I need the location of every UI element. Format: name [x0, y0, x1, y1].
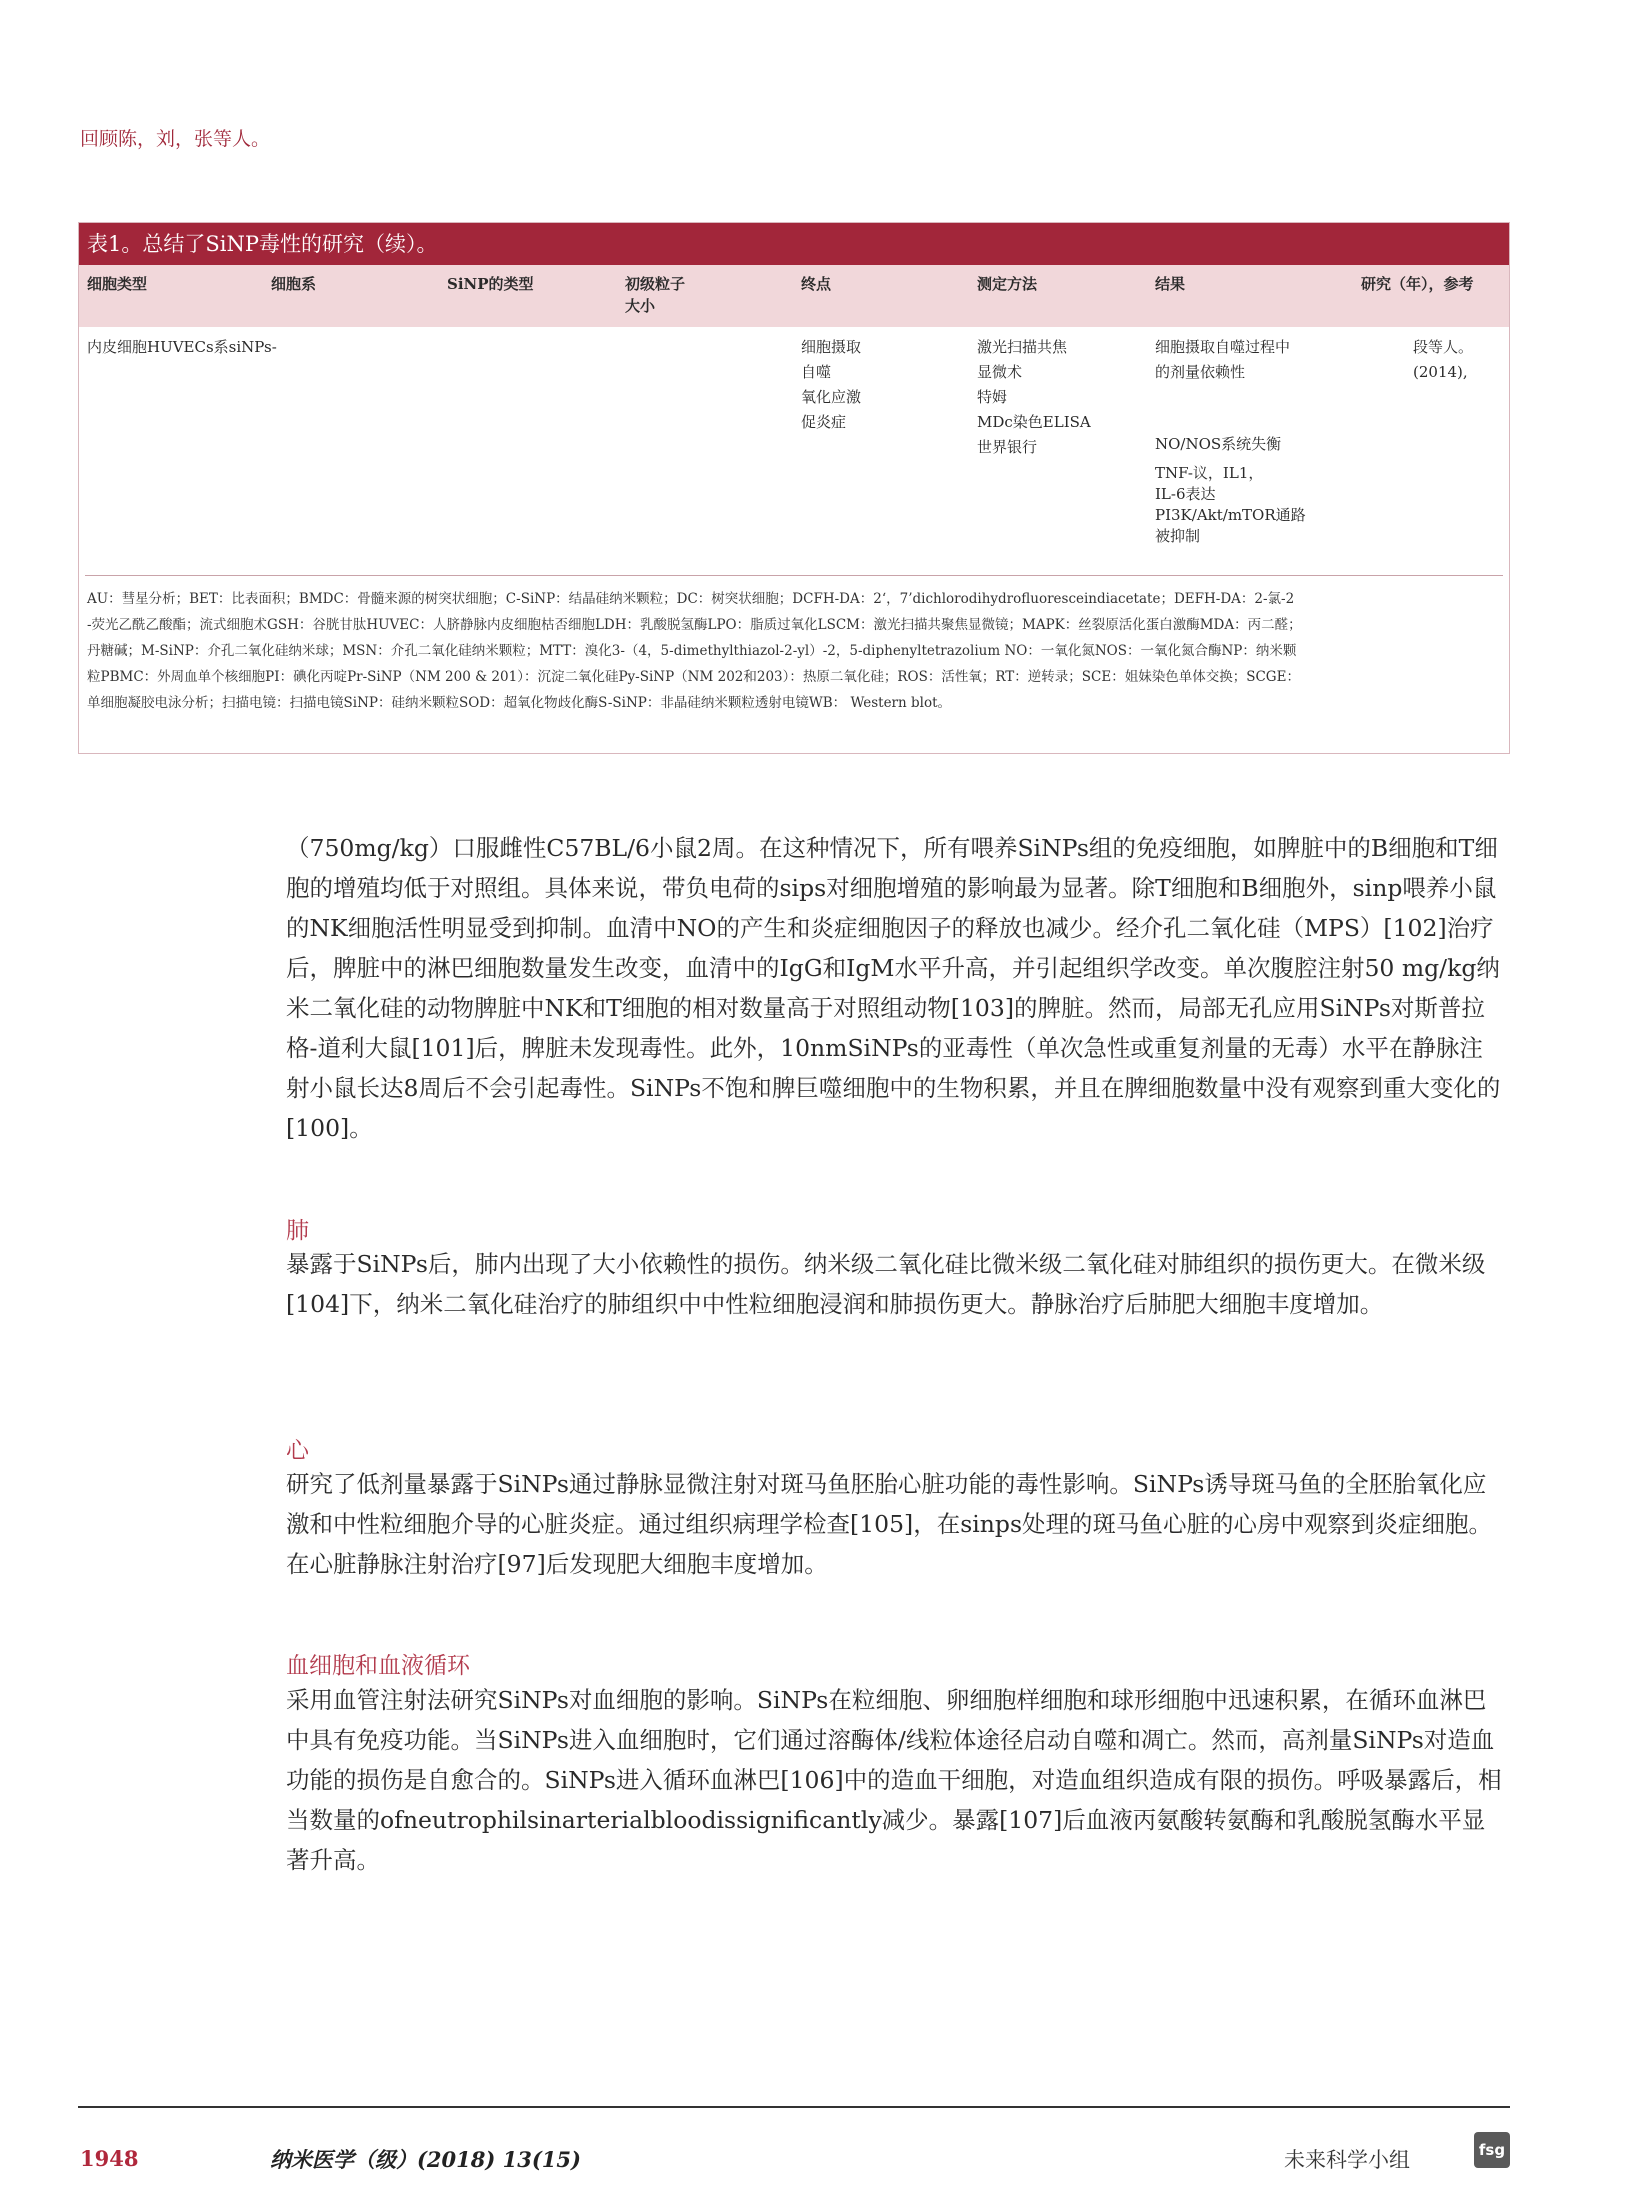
table-header-row: [79, 265, 1509, 327]
endpoint-item: 细胞摄取: [801, 338, 862, 356]
abbreviation-line: 丹糖碱；M-SiNP：介孔二氧化硅纳米球；MSN：介孔二氧化硅纳米颗粒；MTT：溴化3-（4，5-dimethylthiazol-2-yl）-2，5-diphenyltetrazolium NO：一氧化氮NOS：一氧化氮合酶NP：纳米颗: [87, 643, 1297, 659]
cell-cell-type: 内皮细胞HUVECs系siNPs-: [87, 338, 277, 356]
endpoint-item: 促炎症: [801, 413, 847, 431]
header-results: 结果: [1155, 275, 1186, 293]
study-item: 段等人。: [1413, 338, 1474, 356]
header-study: 研究（年），参考: [1361, 275, 1474, 293]
section-heading-blood: 血细胞和血液循环: [286, 1653, 470, 1679]
abbreviation-line: AU：彗星分析；BET：比表面积；BMDC：骨髓来源的树突状细胞；C-SiNP：结晶硅纳米颗粒；DC：树突状细胞；DCFH-DA：2‘，7’dichlorodihydrofluoresceindiacetate；DEFH-DA：2-氯-2: [87, 591, 1295, 607]
paragraph-blood: 采用血管注射法研究SiNPs对血细胞的影响。SiNPs在粒细胞、卵细胞样细胞和球形细胞中迅速积累，在循环血淋巴中具有免疫功能。当SiNPs进入血细胞时，它们通过溶酶体/线粒体途径启动自噬和凋亡。然而，高剂量SiNPs对造血功能的损伤是自愈合的。SiNPs进入循环血淋巴[106]中的造血干细胞，对造血组织造成有限的损伤。呼吸暴露后，相当数量的ofneutrophilsinarterialbloodissignificantly减少。暴露[107]后血液丙氨酸转氨酶和乳酸脱氢酶水平显著升高。: [286, 1686, 1502, 1874]
table-row: [79, 327, 1509, 575]
cell-endpoints: [801, 335, 861, 435]
abbreviation-line: 单细胞凝胶电泳分析；扫描电镜：扫描电镜SiNP：硅纳米颗粒SOD：超氧化物歧化酶S-SiNP：非晶硅纳米颗粒透射电镜WB： Western blot。: [87, 695, 952, 711]
method-item: 世界银行: [977, 438, 1038, 456]
section-heading-lung: 肺: [286, 1218, 309, 1244]
cell-study: [1413, 335, 1473, 385]
method-item: 显微术: [977, 363, 1023, 381]
cell-methods: [977, 335, 1091, 460]
abbreviation-line: 粒PBMC：外周血单个核细胞PI：碘化丙啶Pr-SiNP（NM 200 & 201）：沉淀二氧化硅Py-SiNP（NM 202和203）：热原二氧化硅；ROS：活性氧；RT：逆转录；SCE：姐妹染色单体交换；SCGE：: [87, 669, 1300, 685]
study-item: (2014),: [1413, 363, 1468, 381]
journal-name: 纳米医学（级）(2018) 13(15): [270, 2147, 581, 2172]
table-1: [78, 222, 1510, 754]
endpoint-item: 自噬: [801, 363, 832, 381]
section-heading-heart: 心: [286, 1438, 309, 1464]
header-cell-type: 细胞类型: [87, 275, 148, 293]
publisher-name: 未来科学小组: [1284, 2148, 1410, 2172]
endpoint-item: 氧化应激: [801, 388, 862, 406]
paragraph-spleen: （750mg/kg）口服雌性C57BL/6小鼠2周。在这种情况下，所有喂养SiNPs组的免疫细胞，如脾脏中的B细胞和T细胞的增殖均低于对照组。具体来说，带负电荷的sips对细胞增殖的影响最为显著。除T细胞和B细胞外，sinp喂养小鼠的NK细胞活性明显受到抑制。血清中NO的产生和炎症细胞因子的释放也减少。经介孔二氧化硅（MPS）[102]治疗后，脾脏中的淋巴细胞数量发生改变，血清中的IgG和IgM水平升高，并引起组织学改变。单次腹腔注射50 mg/kg纳米二氧化硅的动物脾脏中NK和T细胞的相对数量高于对照组动物[103]的脾脏。然而，局部无孔应用SiNPs对斯普拉格-道利大鼠[101]后，脾脏未发现毒性。此外，10nmSiNPs的亚毒性（单次急性或重复剂量的无毒）水平在静脉注射小鼠长达8周后不会引起毒性。SiNPs不饱和脾巨噬细胞中的生物积累，并且在脾细胞数量中没有观察到重大变化的[100]。: [286, 834, 1501, 1142]
result-item: TNF-议，IL1，: [1155, 464, 1264, 482]
result-item: PI3K/Akt/mTOR通路: [1155, 506, 1306, 524]
abbreviation-line: -荧光乙酰乙酸酯；流式细胞术GSH：谷胱甘肽HUVEC：人脐静脉内皮细胞枯否细胞LDH：乳酸脱氢酶LPO：脂质过氧化LSCM：激光扫描共聚焦显微镜；MAPK：丝裂原活化蛋白激酶MDA：丙二醛；: [87, 617, 1302, 633]
header-sinp-type: SiNP的类型: [447, 275, 534, 293]
running-head: 回顾陈，刘，张等人。: [80, 128, 271, 150]
header-cell-line: 细胞系: [271, 275, 317, 293]
header-primary-size-line2: 大小: [625, 297, 656, 315]
header-primary-size: [625, 273, 685, 317]
result-item: IL-6表达: [1155, 485, 1216, 503]
method-item: 特姆: [977, 388, 1008, 406]
result-item: 细胞摄取自噬过程中: [1155, 338, 1291, 356]
table-title: 表1。总结了SiNP毒性的研究（续）。: [79, 223, 1509, 265]
paragraph-lung: 暴露于SiNPs后，肺内出现了大小依赖性的损伤。纳米级二氧化硅比微米级二氧化硅对肺组织的损伤更大。在微米级[104]下，纳米二氧化硅治疗的肺组织中中性粒细胞浸润和肺损伤更大。静脉治疗后肺肥大细胞丰度增加。: [286, 1250, 1486, 1318]
result-item: NO/NOS系统失衡: [1155, 435, 1282, 453]
header-primary-size-line1: 初级粒子: [625, 275, 686, 293]
page-number: 1948: [80, 2146, 139, 2171]
footer-rule: [78, 2106, 1510, 2108]
paragraph-heart: 研究了低剂量暴露于SiNPs通过静脉显微注射对斑马鱼胚胎心脏功能的毒性影响。SiNPs诱导斑马鱼的全胚胎氧化应激和中性粒细胞介导的心脏炎症。通过组织病理学检查[105]，在sinps处理的斑马鱼心脏的心房中观察到炎症细胞。在心脏静脉注射治疗[97]后发现肥大细胞丰度增加。: [286, 1470, 1493, 1578]
table-abbreviations: [79, 576, 1509, 716]
result-item: 被抑制: [1155, 527, 1201, 545]
publisher-logo-icon: fsg: [1474, 2132, 1510, 2168]
result-item: 的剂量依赖性: [1155, 363, 1246, 381]
method-item: MDc染色ELISA: [977, 413, 1091, 431]
method-item: 激光扫描共焦: [977, 338, 1068, 356]
cell-results: [1155, 335, 1306, 547]
header-endpoint: 终点: [801, 275, 832, 293]
header-method: 测定方法: [977, 275, 1038, 293]
